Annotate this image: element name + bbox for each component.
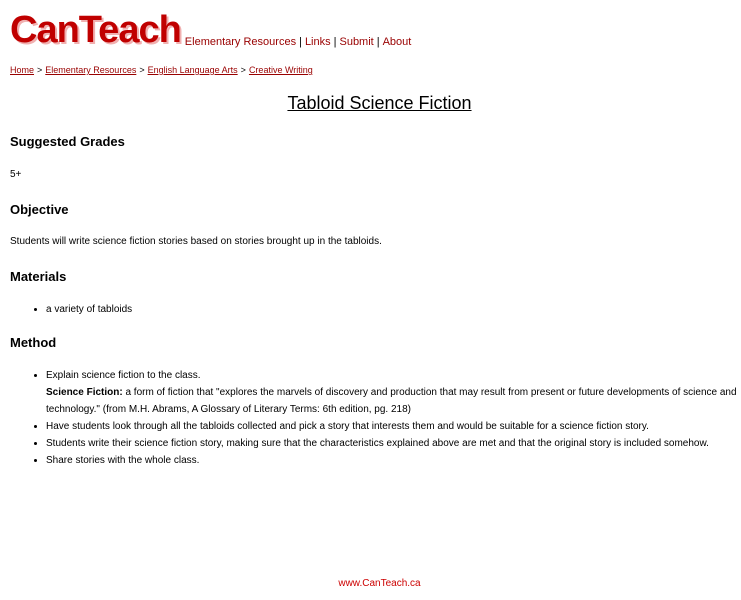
site-footer [0,578,741,589]
site-header [10,6,411,50]
breadcrumb [10,65,313,75]
canteach-logo[interactable]: CanTeach [10,9,181,51]
nav-separator: | [299,36,302,48]
breadcrumb-english-language-arts[interactable]: English Language Arts [147,65,238,75]
nav-submit[interactable]: Submit [339,36,374,48]
method-heading: Method [10,335,57,350]
nav-separator: | [333,36,337,48]
list-item: • Students write their science fiction story, making sure that the characteristics explained above are met and that the original story is included somehow. [46,435,741,452]
breadcrumb-separator: > [139,65,145,75]
footer-link[interactable]: www.CanTeach.ca [338,578,421,589]
definition-text: a form of fiction that "explores the marvels of discovery and production that may result from present or future developments of science and technology." (from M.H. Abrams, A Glossary of Literary Terms: 6th edition, pg. 218) [46,387,737,415]
breadcrumb-creative-writing[interactable]: Creative Writing [248,65,313,75]
objective-text: Students will write science fiction stories based on stories brought up in the tabloids. [10,236,382,247]
list-item: • Share stories with the whole class. [46,452,741,469]
grades-text: 5+ [10,169,22,180]
nav-about[interactable]: About [382,36,412,48]
nav-elementary-resources[interactable]: Elementary Resources [184,36,297,48]
materials-list [28,301,741,318]
list-item: • a variety of tabloids [46,301,741,318]
method-list [28,367,741,469]
breadcrumb-separator: > [240,65,246,75]
breadcrumb-home[interactable]: Home [10,65,35,75]
breadcrumb-elementary-resources[interactable]: Elementary Resources [45,65,137,75]
breadcrumb-separator: > [37,65,43,75]
page-title: Tabloid Science Fiction [287,93,472,113]
objective-heading: Objective [10,202,69,217]
nav-links[interactable]: Links [304,36,331,48]
list-item [46,367,741,418]
list-item: • Have students look through all the tabloids collected and pick a story that interests them and would be suitable for a science fiction story. [46,418,741,435]
definition-term: Science Fiction: [46,387,123,398]
nav-separator: | [376,36,380,48]
method-step-1: Explain science fiction to the class. [46,370,201,381]
top-nav [185,36,412,50]
materials-heading: Materials [10,269,67,284]
grades-heading: Suggested Grades [10,134,125,149]
